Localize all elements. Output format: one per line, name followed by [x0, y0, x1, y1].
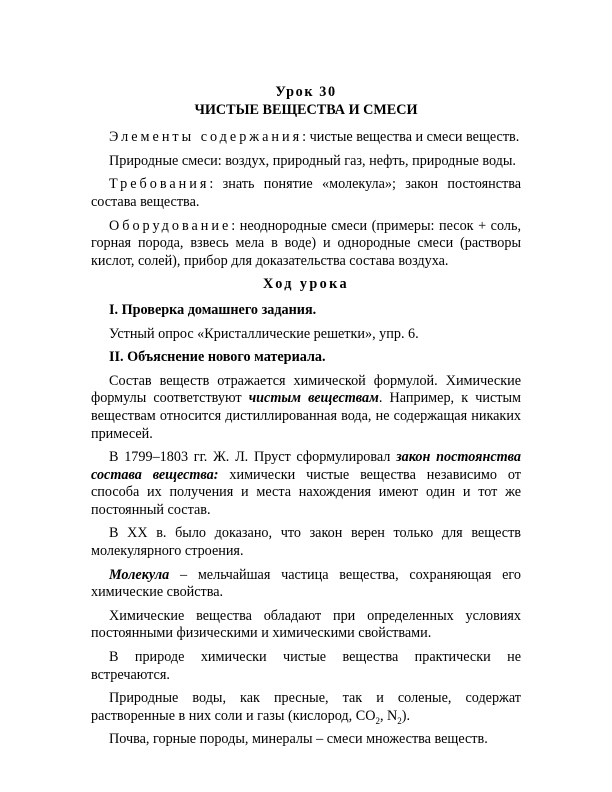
subscript: 2 [375, 715, 380, 726]
section-2-title: II. Объяснение нового материала. [109, 349, 326, 366]
term-law-constant-composition: закон постоянства состава вещества: [91, 449, 521, 483]
paragraph-proust-law [91, 449, 521, 519]
section-1-title: I. Проверка домашнего задания. [109, 301, 317, 318]
requirements-text: : знать понятие «молекула»; закон постоянства состава вещества. [91, 176, 521, 210]
content-elements-label: Элементы содержания [109, 129, 303, 146]
paragraph-text: , N [379, 707, 398, 724]
term-pure-substances: чистым веществам [248, 390, 379, 407]
subscript: 2 [397, 715, 402, 726]
equipment-text: : неоднородные смеси (примеры: песок + соль, горная порода, взвесь мела в воде) и однородные смеси (растворы кислот, солей), прибор для доказательства состава воздуха. [91, 217, 521, 269]
term-molecule: Молекула [109, 566, 170, 583]
natural-mixtures-paragraph: Природные смеси: воздух, природный газ, нефть, природные воды. [109, 152, 516, 169]
paragraph-text: Природные воды, как пресные, так и соленые, содержат растворенные в них соли и газы (кислород, CO [91, 690, 521, 724]
lesson-title: ЧИСТЫЕ ВЕЩЕСТВА И СМЕСИ [194, 101, 418, 118]
lesson-number: Урок 30 [275, 84, 337, 100]
paragraph-text: ). [401, 707, 411, 724]
paragraph-natural-waters [91, 690, 521, 725]
content-elements-text: : чистые вещества и смеси веществ. [302, 129, 520, 146]
paragraph-20th-century: В XX в. было доказано, что закон верен только для веществ молекулярного строения. [91, 525, 521, 560]
paragraph-properties: Химические вещества обладают при определенных условиях постоянными физическими и химическими свойствами. [91, 607, 521, 642]
lesson-content [91, 84, 521, 755]
paragraph-text: Состав веществ отражается химической формулой. Химические формулы соответствуют [91, 372, 521, 407]
paragraph-nature: В природе химически чистые вещества практически не встречаются. [91, 649, 521, 683]
paragraph-chemical-formula [91, 373, 521, 443]
lesson-flow-heading: Ход урока [263, 276, 349, 293]
paragraph-text: . Например, к чистым веществам относится дистиллированная вода, не содержащая никаких примесей. [91, 390, 521, 442]
equipment-paragraph [91, 218, 521, 271]
requirements-label: Требования [109, 176, 210, 193]
paragraph-soil: Почва, горные породы, минералы – смеси множества веществ. [109, 731, 488, 748]
paragraph-molecule-definition [91, 567, 521, 602]
paragraph-text: В 1799–1803 гг. Ж. Л. Пруст сформулировал [109, 449, 397, 466]
requirements-paragraph [91, 176, 521, 211]
paragraph-text: химически чистые вещества независимо от способа их получения и места нахождения имеют один и тот же постоянный состав. [91, 466, 521, 518]
equipment-label: Оборудование [109, 217, 232, 234]
paragraph-text: – мельчайшая частица вещества, сохраняющая его химические свойства. [91, 566, 521, 601]
content-elements-paragraph [91, 129, 521, 147]
section-1-text: Устный опрос «Кристаллические решетки», упр. 6. [109, 325, 419, 342]
